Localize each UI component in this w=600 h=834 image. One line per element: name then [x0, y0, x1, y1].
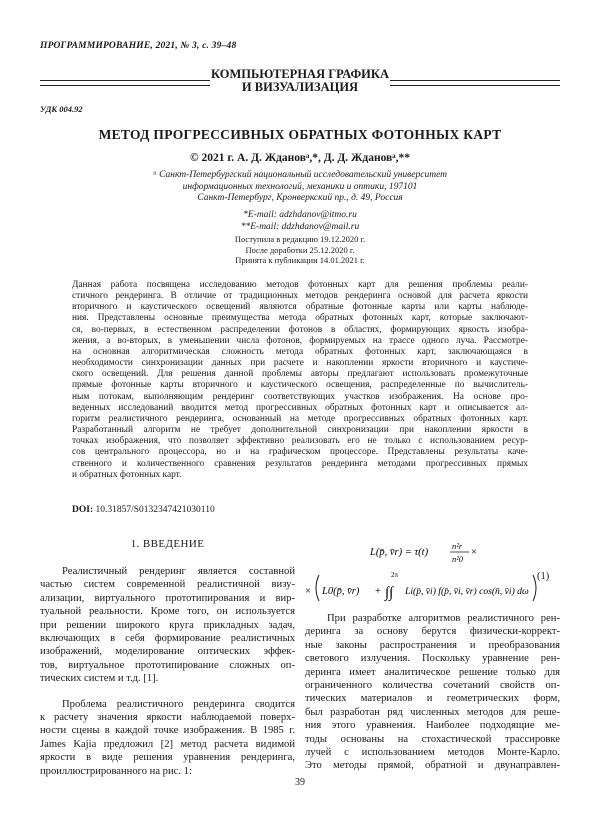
- section-heading-introduction: 1. ВВЕДЕНИЕ: [130, 538, 205, 550]
- abstract-line: сов центрального процессора, но и на графическом процессоре. Представлены результаты каче-: [72, 447, 528, 458]
- abstract-line: ся, во-первых, в естественном распределении фотонов в областях, формирующих яркость изобра-: [72, 324, 528, 335]
- udk-code: УДК 004.92: [40, 104, 83, 114]
- abstract-line: Разработанный алгоритм не требует дополнительной синхронизации при накоплении яркости в: [72, 425, 528, 436]
- abstract-line: Данная работа посвящена исследованию методов фотонных карт для решения проблемы реали-: [72, 280, 528, 290]
- right-column-line: тических материалов и геометрических форм,: [305, 693, 560, 705]
- doi-label: DOI:: [72, 505, 94, 515]
- intro-paragraph-1-line: ализации, виртуального прототипирования и вир-: [40, 592, 295, 604]
- right-column-line: ния этого уравнения. Наиболее подходящие ме-: [305, 720, 560, 732]
- equation-integrand: Li(p̄, v̄i) f(p̄, v̄i, v̄r) cos(n̄, v̄i) dω: [405, 586, 529, 597]
- intro-paragraph-1-line: включающих в себя формирование реалистичных: [40, 633, 295, 645]
- section-titles: [210, 68, 390, 94]
- equation-lhs: L(p̄, v̄r) = τ(t): [370, 547, 429, 558]
- intro-paragraph-1-line: частью систем современной реалистичной визу-: [40, 579, 295, 591]
- intro-paragraph-2-line: к расчету значения яркости наблюдаемой поверх-: [40, 712, 295, 724]
- right-column-line: лучей с использованием методов Монте-Карло.: [305, 747, 560, 759]
- equation-graphic: [305, 541, 560, 611]
- abstract-line: вторичного и каустического освещений являются обратные фотонные карты или карты наблюде-: [72, 302, 528, 313]
- equation-term-l0: L0(p̄, v̄r): [322, 586, 360, 597]
- right-column-line: тоды основаны на стохастической трассировке: [305, 733, 560, 745]
- header-rule-right: [390, 80, 560, 86]
- right-column-line: деринга имеет аналитическое решение только для: [305, 666, 560, 678]
- abstract: [72, 280, 528, 481]
- equation-integral-limit: 2π: [391, 571, 399, 579]
- abstract-line: необходимости синхронизации данных при расчете и накоплении яркости вторичного и каустиче-: [72, 358, 528, 369]
- section-title-line1: КОМПЬЮТЕРНАЯ ГРАФИКА: [210, 67, 389, 81]
- intro-paragraph-1-line: изображений, моделирование оптических эффек-: [40, 646, 295, 658]
- equation-number: (1): [537, 571, 550, 582]
- abstract-line: горитм реалистичного рендеринга, основанный на методе прогрессивных обратных фотонных карт.: [72, 413, 528, 424]
- intro-paragraph-2-line: Проблема реалистичного рендеринга сводится: [62, 698, 295, 710]
- date-line: Принята к публикации 14.01.2021 г.: [235, 255, 365, 265]
- equation-fraction-numerator: n²r: [452, 541, 463, 551]
- article-title: МЕТОД ПРОГРЕССИВНЫХ ОБРАТНЫХ ФОТОННЫХ КАРТ: [98, 127, 502, 142]
- journal-reference: ПРОГРАММИРОВАНИЕ, 2021, № 3, с. 39–48: [40, 41, 237, 51]
- section-title-line2: И ВИЗУАЛИЗАЦИЯ: [241, 80, 359, 94]
- equation-times: ×: [471, 547, 477, 558]
- intro-paragraph-1-line: Реалистичный рендеринг является составной: [62, 566, 295, 577]
- doi: [72, 505, 215, 515]
- abstract-line: веденных исследований вводится метод прогрессивных обратных фотонных карт и описывается ал-: [72, 402, 528, 413]
- equation-right-paren: [533, 575, 536, 601]
- equation-1: [305, 541, 560, 611]
- intro-paragraph-2-line: ности сцены в каждой точке изображения. В 1985 г.: [40, 725, 295, 737]
- page-number: 39: [295, 777, 305, 788]
- right-column-line: светового излучения. Поскольку уравнение рен-: [305, 653, 560, 665]
- abstract-line: и обратных фотонных карт.: [72, 469, 182, 480]
- affiliation-line: Санкт-Петербург, Кронверкский пр., д. 49, Россия: [197, 193, 403, 203]
- abstract-line: на основная алгоритмическая сложность метода обратных фотонных карт, заключающаяся в: [72, 346, 528, 357]
- affiliation-line: ᵃ Санкт-Петербургский национальный исследовательский университет: [152, 170, 448, 180]
- equation-integral-sign: ∫∫: [385, 585, 394, 601]
- date-line: Поступила в редакцию 19.12.2020 г.: [234, 234, 366, 244]
- abstract-line: ным потокам, выполняющим рендеринг соответствующих участков изображения. На основе про-: [72, 391, 528, 402]
- intro-paragraph-2-line: яркости в виде решения уравнения рендеринга,: [40, 752, 295, 764]
- right-column-text: [305, 612, 560, 773]
- left-column-text: [40, 565, 295, 778]
- affiliation: [150, 170, 450, 205]
- date-line: После доработки 25.12.2020 г.: [245, 244, 355, 255]
- abstract-line: жения, а во-вторых, в уменьшении числа фотонов, формируемых на трассе одного луча. Рассмотре-: [72, 335, 528, 346]
- equation-lead-times: ×: [305, 586, 311, 597]
- right-column-line: был разработан ряд численных методов для реше-: [305, 706, 560, 718]
- email-line: **E-mail: ddzhdanov@mail.ru: [240, 222, 360, 232]
- right-column-line: ные законы распространения и преобразования: [305, 639, 560, 651]
- intro-paragraph-2-line: проиллюстрированного на рис. 1:: [40, 765, 192, 777]
- right-column-line: Это методы прямой, обратной и двунаправлен-: [305, 760, 560, 772]
- equation-left-paren: [316, 575, 319, 601]
- article-authors: © 2021 г. А. Д. Ждановᵃ,*, Д. Д. Ждановᵃ,**: [190, 152, 410, 164]
- article-dates: [150, 234, 450, 266]
- intro-paragraph-2-line: James Kajia предложил [2] метод расчета видимой: [40, 738, 295, 750]
- author-emails: [150, 209, 450, 233]
- intro-paragraph-1-line: тических систем и т.д. [1].: [40, 673, 159, 685]
- doi-value: 10.31857/S0132347421030110: [95, 505, 215, 515]
- right-column-line: деринга за основу берутся физически-коррект-: [305, 626, 560, 638]
- abstract-line: ского освещений. Для решения данной проблемы авторы предлагают использовать промежуточные: [72, 369, 528, 380]
- equation-plus: +: [375, 586, 381, 597]
- abstract-line: ния. Представлены основные преимущества метода обратных фотонных карт, которые заключают-: [72, 313, 528, 324]
- email-line: *E-mail: adzhdanov@itmo.ru: [243, 210, 357, 220]
- right-column-line: ограниченного количества сочетаний свойств оп-: [305, 680, 560, 692]
- header-rule-left: [40, 80, 210, 86]
- intro-paragraph-1-line: при решении широкого круга прикладных задач,: [40, 619, 295, 631]
- abstract-line: точках изображения, что позволяет эффективно реализовать его не только с использованием ресур-: [72, 436, 528, 447]
- intro-paragraph-1-line: тов, виртуальное прототипирование сложных оп-: [40, 659, 295, 671]
- affiliation-line: информационных технологий, механики и оптики, 197101: [182, 181, 418, 192]
- intro-paragraph-1-line: туальной реальности. Кроме того, он используется: [40, 606, 295, 618]
- abstract-line: прямые фотонные карты вторичного и каустического освещения, распределенные по вычислитель-: [72, 380, 528, 391]
- abstract-line: стичного рендеринга. В отличие от традиционных методов рендеринга основой для расчета яркости: [72, 291, 528, 302]
- paragraph-gap: [40, 686, 295, 698]
- abstract-line: ственного и количественного сравнения результатов рендеринга методами прогрессивных прямых: [72, 458, 528, 469]
- right-column-line: При разработке алгоритмов реалистичного рен-: [327, 613, 560, 624]
- equation-fraction-denominator: n²0: [452, 554, 464, 564]
